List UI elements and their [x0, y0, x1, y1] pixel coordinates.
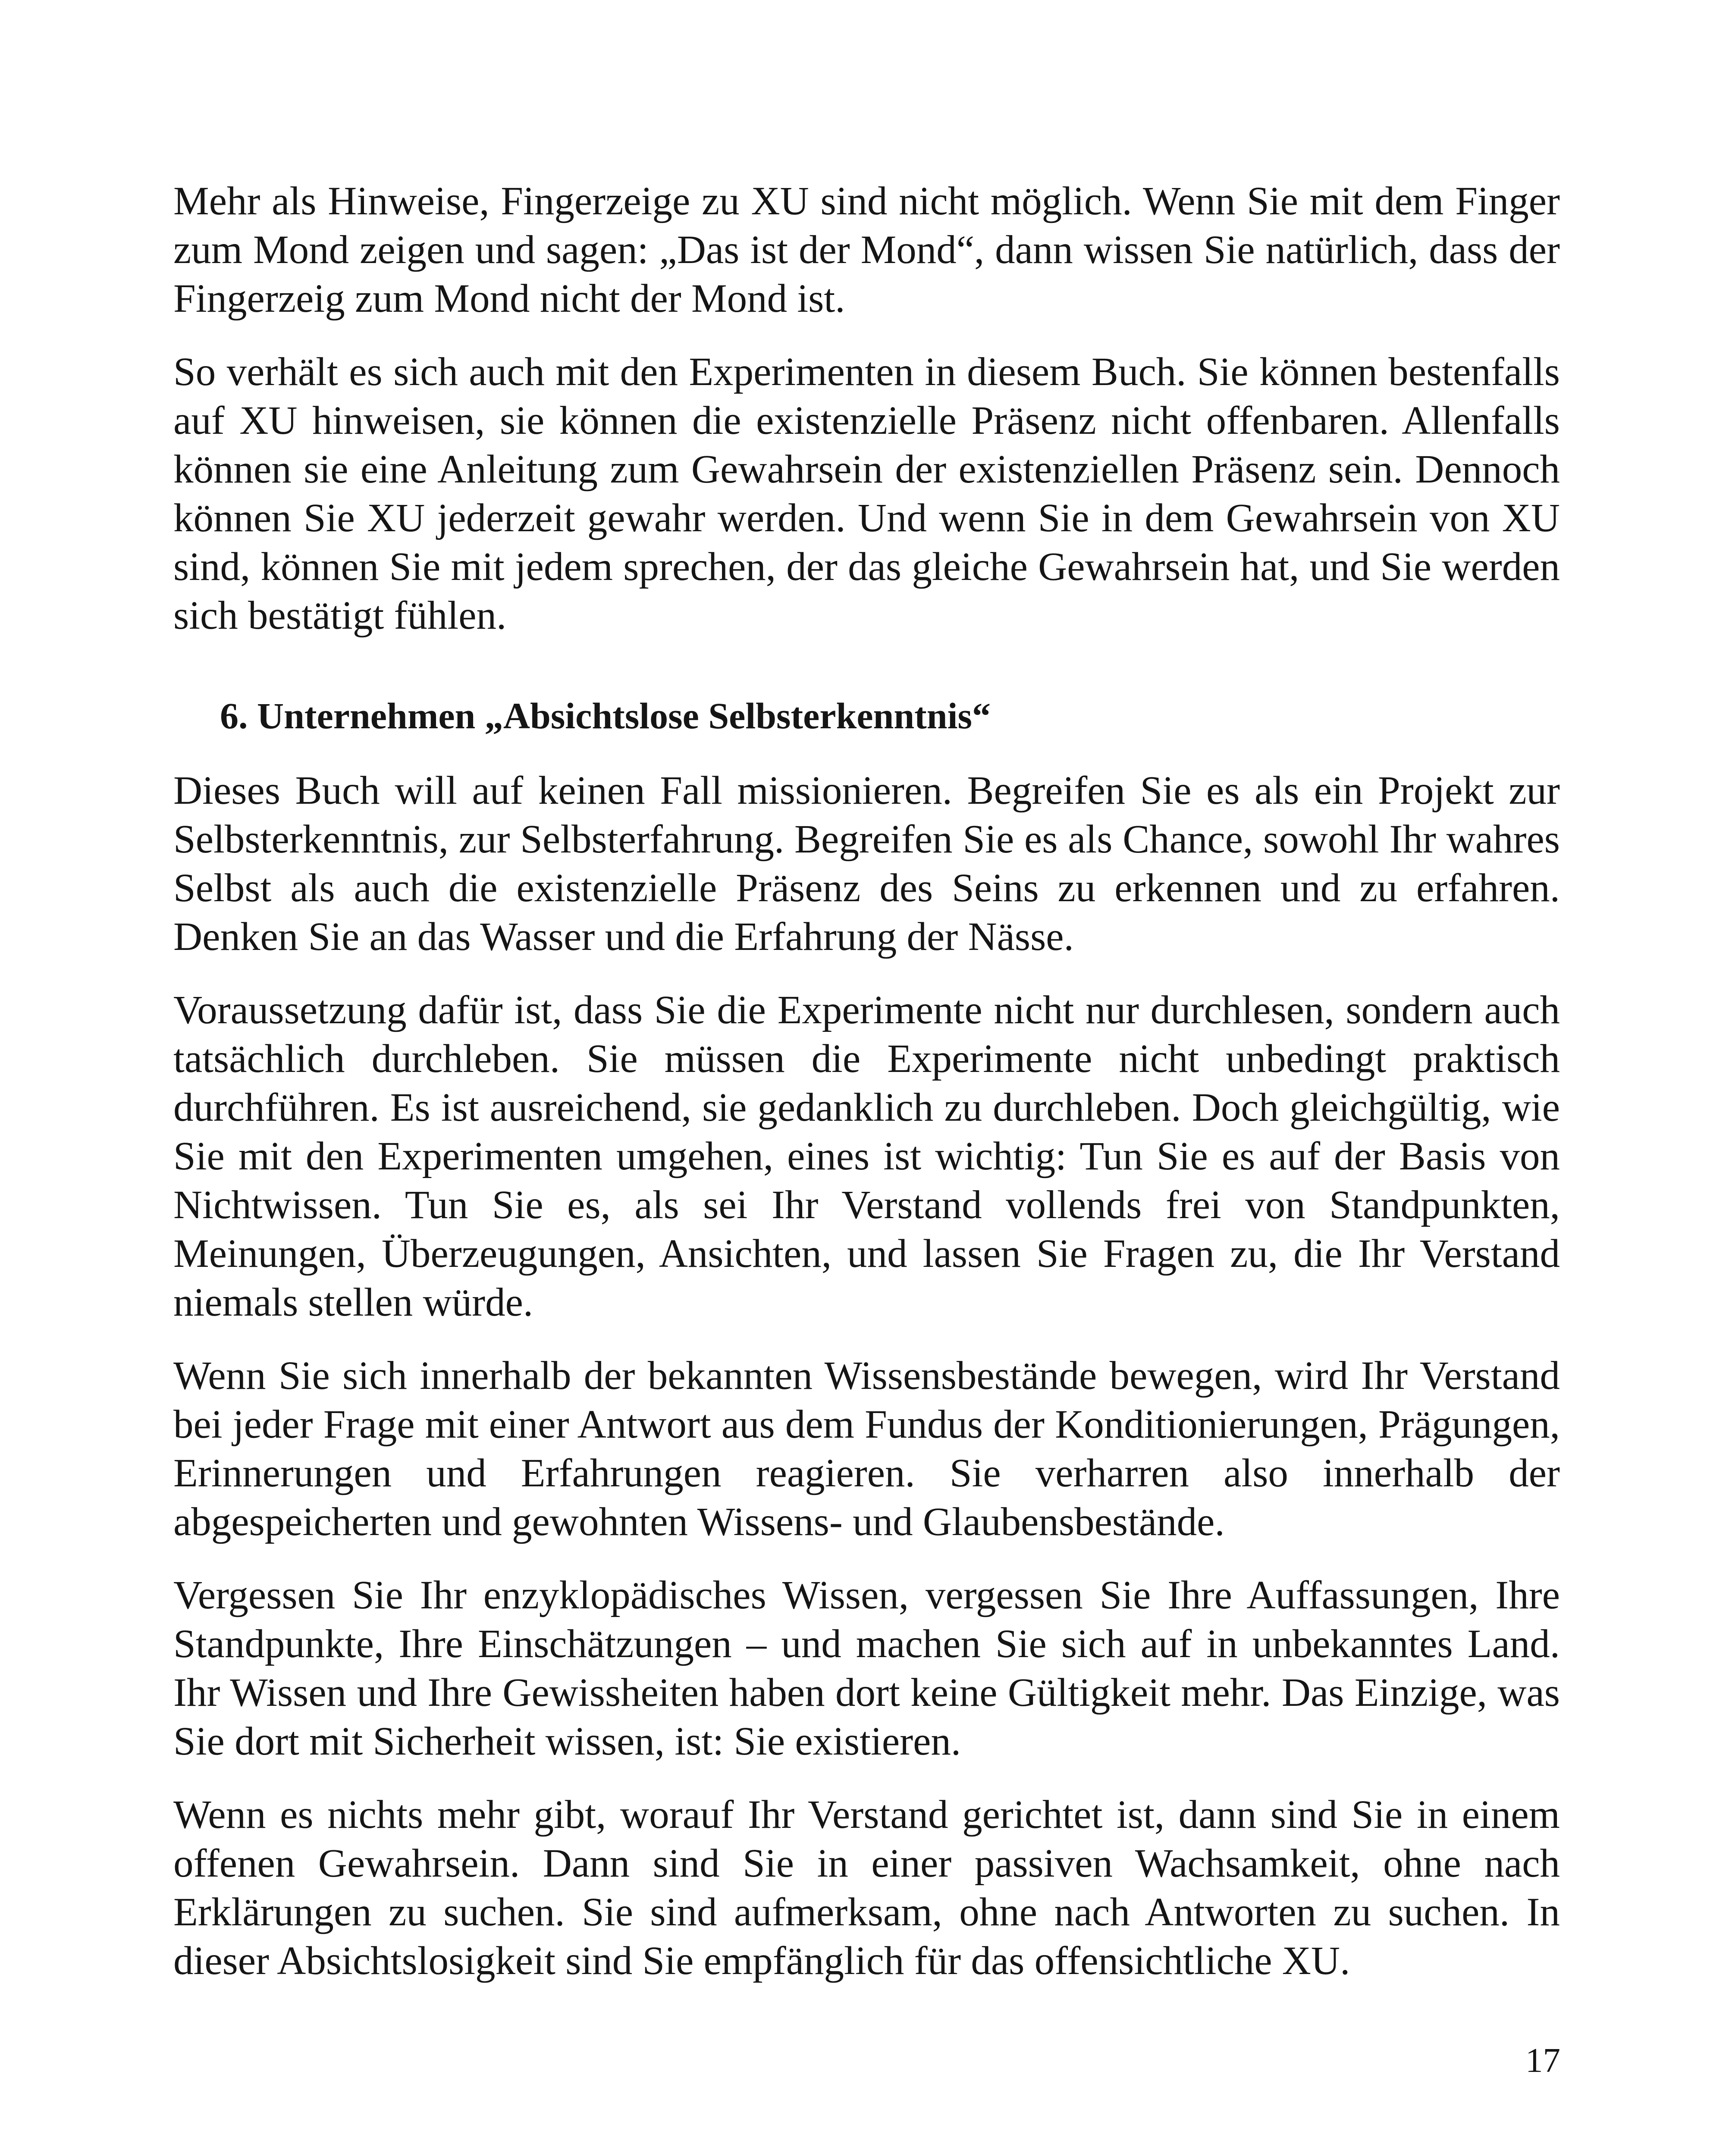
page-content	[173, 177, 1560, 2010]
paragraph-fingerzeige: Mehr als Hinweise, Fingerzeige zu XU sind nicht möglich. Wenn Sie mit dem Finger zum Mond zeigen und sagen: „Das ist der Mond“, dann wissen Sie natürlich, dass der Fingerzeig zum Mond nicht der Mond ist.	[173, 179, 1560, 321]
paragraph-voraussetzung: Voraussetzung dafür ist, dass Sie die Experimente nicht nur durchlesen, sondern auch tatsächlich durchleben. Sie müssen die Experimente nicht unbedingt praktisch durchführen. Es ist ausreichend, sie gedanklich zu durchleben. Doch gleichgültig, wie Sie mit den Experimenten umgehen, eines ist wichtig: Tun Sie es auf der Basis von Nichtwissen. Tun Sie es, als sei Ihr Verstand vollends frei von Standpunkten, Meinungen, Überzeugungen, Ansichten, und lassen Sie Fragen zu, die Ihr Verstand niemals stellen würde.	[173, 988, 1560, 1325]
section-heading: 6. Unternehmen „Absichtslose Selbsterkenntnis“	[220, 695, 991, 736]
paragraph-vergessen: Vergessen Sie Ihr enzyklopädisches Wissen, vergessen Sie Ihre Auffassungen, Ihre Standpunkte, Ihre Einschätzungen – und machen Sie sich auf in unbekanntes Land. Ihr Wissen und Ihre Gewissheiten haben dort keine Gültigkeit mehr. Das Einzige, was Sie dort mit Sicherheit wissen, ist: Sie existieren.	[173, 1573, 1560, 1764]
paragraph-gewahrsein: Wenn es nichts mehr gibt, worauf Ihr Verstand gerichtet ist, dann sind Sie in einem offenen Gewahrsein. Dann sind Sie in einer passiven Wachsamkeit, ohne nach Erklärungen zu suchen. Sie sind aufmerksam, ohne nach Antworten zu suchen. In dieser Absichtslosigkeit sind Sie empfänglich für das offensichtliche XU.	[173, 1792, 1560, 1983]
paragraph-experimente: So verhält es sich auch mit den Experimenten in diesem Buch. Sie können bestenfalls auf XU hinweisen, sie können die existenzielle Präsenz nicht offenbaren. Allenfalls können sie eine Anleitung zum Gewahrsein der existenziellen Präsenz sein. Dennoch können Sie XU jederzeit gewahr werden. Und wenn Sie in dem Gewahrsein von XU sind, können Sie mit jedem sprechen, der das gleiche Gewahrsein hat, und Sie werden sich bestätigt fühlen.	[173, 350, 1560, 638]
paragraph-missionieren: Dieses Buch will auf keinen Fall missionieren. Begreifen Sie es als ein Projekt zur Selbsterkenntnis, zur Selbsterfahrung. Begreifen Sie es als Chance, sowohl Ihr wahres Selbst als auch die existenzielle Präsenz des Seins zu erkennen und zu erfahren. Denken Sie an das Wasser und die Erfahrung der Nässe.	[173, 768, 1560, 959]
page-number: 17	[1525, 2041, 1560, 2080]
paragraph-wissensbestaende: Wenn Sie sich innerhalb der bekannten Wissensbestände bewegen, wird Ihr Verstand bei jeder Frage mit einer Antwort aus dem Fundus der Konditionierungen, Prägungen, Erinnerungen und Erfahrungen reagieren. Sie verharren also innerhalb der abgespeicherten und gewohnten Wissens- und Glaubensbestände.	[173, 1354, 1560, 1544]
